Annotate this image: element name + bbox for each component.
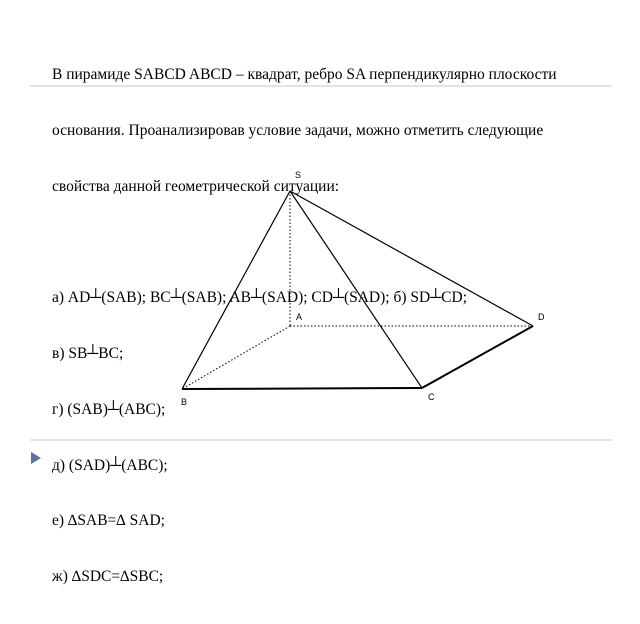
edge-sb (182, 191, 290, 389)
statement-zh: ж) ∆SDC=∆SBC; (52, 568, 164, 586)
statement-v: в) SB┴BC; (52, 345, 124, 363)
vertex-label-c: C (428, 392, 435, 402)
statement-d: д) (SAD)┴(ABC); (52, 456, 168, 474)
edge-cd (422, 326, 533, 388)
statement-g: г) (SAB)┴(ABC); (52, 400, 166, 418)
intro-line-1: В пирамиде SABCD ABCD – квадрат, ребро SA перпендикулярно плоскости (52, 66, 557, 84)
vertex-label-a: A (296, 312, 303, 322)
intro-line-3: свойства данной геометрической ситуации: (52, 177, 340, 195)
vertex-label-s: S (295, 170, 302, 180)
edge-bc (182, 388, 422, 389)
vertex-label-d: D (538, 312, 545, 322)
edge-sd (290, 191, 533, 326)
vertex-label-b: B (181, 397, 188, 407)
edge-ab-hidden (182, 326, 290, 389)
edge-sc (290, 191, 422, 388)
triangle-right-icon[interactable] (30, 451, 42, 465)
intro-line-2: основания. Проанализировав условие задачи, можно отметить следующие (52, 121, 544, 139)
statement-e: е) ∆SAB=∆ SAD; (52, 512, 165, 530)
statement-a-b: а) AD┴(SAB); BC┴(SAB); AB┴(SAD); CD┴(SAD); б) SD┴CD; (52, 289, 468, 307)
